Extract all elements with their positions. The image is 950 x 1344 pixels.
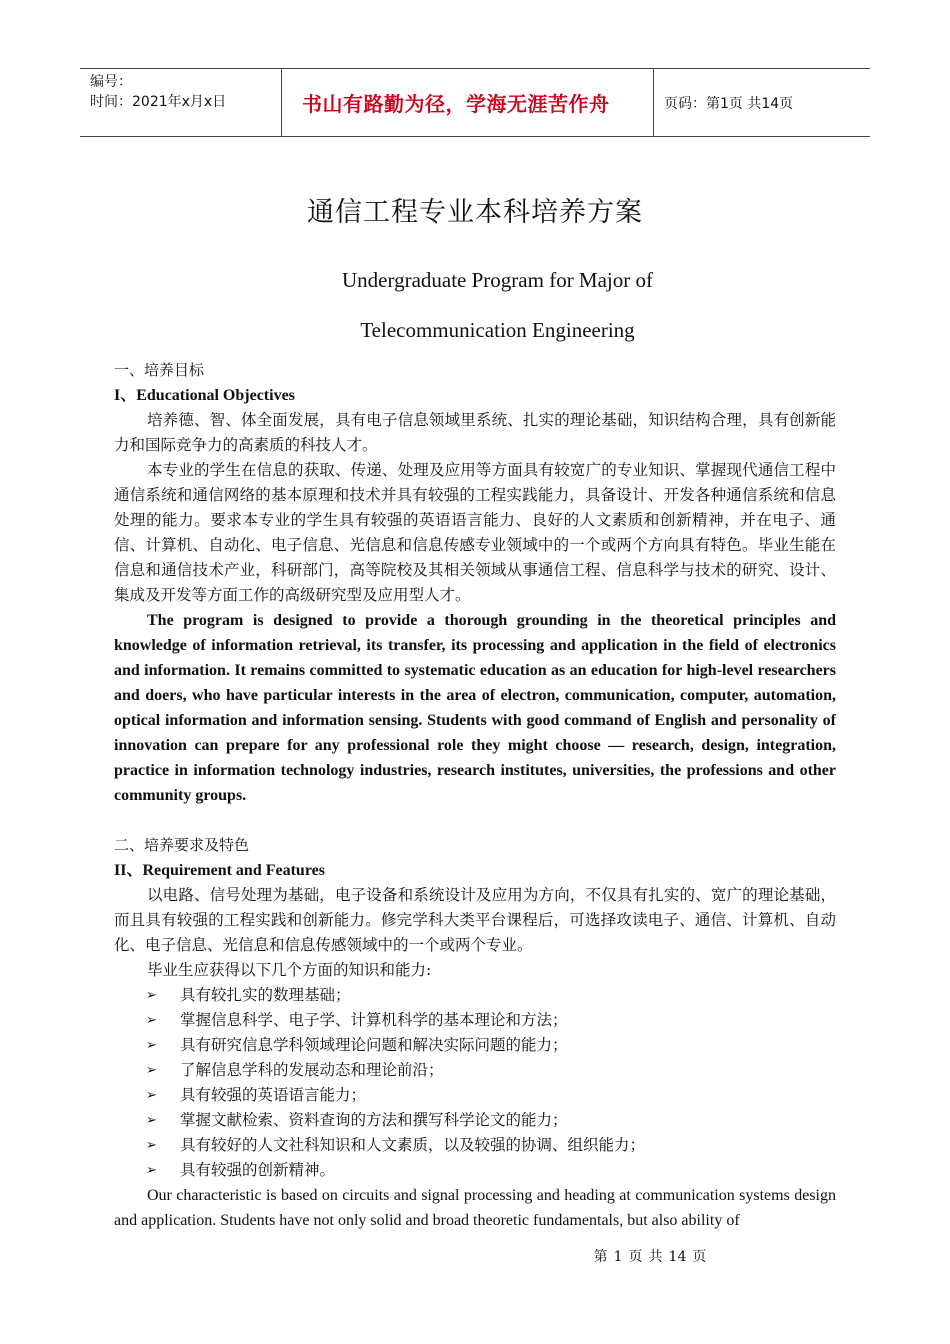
arrow-bullet-icon: ➢ <box>146 1088 157 1103</box>
section2-paragraph-2: 毕业生应获得以下几个方面的知识和能力: <box>147 961 432 979</box>
section1-heading-cn: 一、培养目标 <box>114 361 205 379</box>
list-item-text: 掌握信息科学、电子学、计算机科学的基本理论和方法； <box>180 1011 568 1029</box>
section2-heading-en: II、Requirement and Features <box>114 862 325 879</box>
footer-total-label: 共 <box>648 1249 663 1265</box>
header-left-cell <box>80 69 281 136</box>
list-item <box>114 1058 836 1083</box>
footer-page-number: 1 <box>613 1249 623 1265</box>
arrow-bullet-icon: ➢ <box>146 1113 157 1128</box>
list-item-text: 具有研究信息学科领域理论问题和解决实际问题的能力； <box>180 1036 568 1054</box>
list-item-text: 具有较强的英语语言能力； <box>180 1086 367 1104</box>
footer-total-unit: 页 <box>692 1249 707 1265</box>
page-footer <box>0 1246 950 1266</box>
document-title-en-line1: Undergraduate Program for Major of <box>341 268 653 292</box>
list-item-text: 具有较扎实的数理基础； <box>180 986 351 1004</box>
footer-total-number: 14 <box>668 1249 687 1265</box>
list-item <box>114 1108 836 1133</box>
page-header <box>80 68 870 137</box>
document-body <box>114 358 836 1233</box>
arrow-bullet-icon: ➢ <box>146 1063 157 1078</box>
section1-heading-en: I、Educational Objectives <box>114 387 295 404</box>
header-motto: 书山有路勤为径，学海无涯苦作舟 <box>302 92 610 116</box>
header-motto-cell <box>281 69 654 136</box>
list-item <box>114 1158 836 1183</box>
document-title-en-line2: Telecommunication Engineering <box>360 318 635 342</box>
section1-paragraph-en: The program is designed to provide a thorough grounding in the theoretical principles and knowledge of information retrieval, its transfer, its processing and application in the field of electronics and information. It remains committed to systematic education as an education for high-level researchers and doers, who have particular interests in the area of electron, communication, computer, automation, optical information and information sensing. Students with good command of English and personality of innovation can prepare for any professional role they might choose — research, design, integration, practice in information technology industries, research institutes, universities, the professions and other community groups. <box>114 612 836 804</box>
arrow-bullet-icon: ➢ <box>146 1138 157 1153</box>
spacer <box>114 808 836 833</box>
list-item <box>114 1008 836 1033</box>
list-item-text: 掌握文献检索、资料查询的方法和撰写科学论文的能力； <box>180 1111 568 1129</box>
arrow-bullet-icon: ➢ <box>146 1038 157 1053</box>
list-item-text: 具有较好的人文社科知识和人文素质，以及较强的协调、组织能力； <box>180 1136 646 1154</box>
list-item <box>114 1083 836 1108</box>
section1-paragraph-2: 本专业的学生在信息的获取、传递、处理及应用等方面具有较宽广的专业知识、掌握现代通信工程中通信系统和通信网络的基本原理和技术并具有较强的工程实践能力，具备设计、开发各种通信系统和信息处理的能力。要求本专业的学生具有较强的英语语言能力、良好的人文素质和创新精神，并在电子、通信、计算机、自动化、电子信息、光信息和信息传感专业领域中的一个或两个方向具有特色。毕业生能在信息和通信技术产业，科研部门，高等院校及其相关领域从事通信工程、信息科学与技术的研究、设计、集成及开发等方面工作的高级研究型及应用型人才。 <box>114 461 836 604</box>
list-item-text: 具有较强的创新精神。 <box>180 1161 336 1179</box>
list-item <box>114 983 836 1008</box>
document-title-cn: 通信工程专业本科培养方案 <box>307 197 643 228</box>
arrow-bullet-icon: ➢ <box>146 1013 157 1028</box>
section2-paragraph-1: 以电路、信号处理为基础，电子设备和系统设计及应用为方向，不仅具有扎实的、宽广的理论基础，而且具有较强的工程实践和创新能力。修完学科大类平台课程后，可选择攻读电子、通信、计算机、自动化、电子信息、光信息和信息传感领域中的一个或两个专业。 <box>114 886 836 954</box>
list-item <box>114 1133 836 1158</box>
list-item-text: 了解信息学科的发展动态和理论前沿； <box>180 1061 444 1079</box>
section2-paragraph-en: Our characteristic is based on circuits and signal processing and heading at communication systems design and application. Students have not only solid and broad theoretic fundamentals, but also ability of <box>114 1187 836 1229</box>
arrow-bullet-icon: ➢ <box>146 1163 157 1178</box>
section2-heading-cn: 二、培养要求及特色 <box>114 836 250 854</box>
list-item <box>114 1033 836 1058</box>
footer-page-unit: 页 <box>628 1249 643 1265</box>
arrow-bullet-icon: ➢ <box>146 988 157 1003</box>
document-time-label: 时间：2021年x月x日 <box>90 94 227 110</box>
document-number-label: 编号： <box>90 74 132 90</box>
header-page-code: 页码：第1页 共14页 <box>664 95 794 112</box>
section1-paragraph-1: 培养德、智、体全面发展，具有电子信息领域里系统、扎实的理论基础，知识结构合理，具有创新能力和国际竞争力的高素质的科技人才。 <box>114 411 836 454</box>
footer-page-label: 第 <box>593 1249 608 1265</box>
